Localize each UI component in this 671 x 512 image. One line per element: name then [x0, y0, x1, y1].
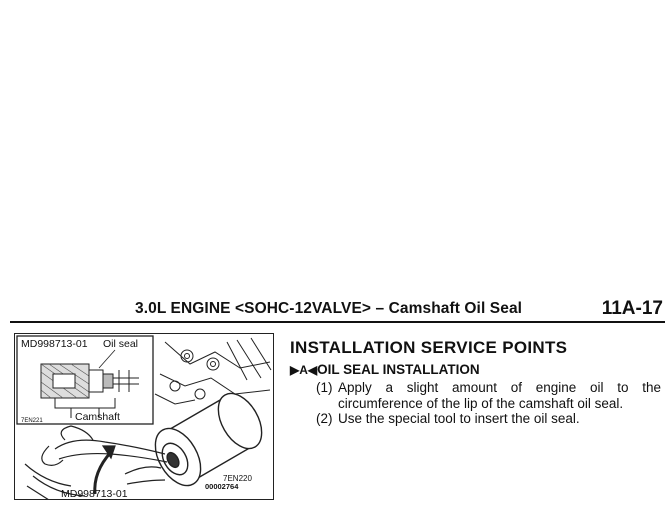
- step-text-line: Use the special tool to insert the oil seal.: [338, 411, 580, 426]
- sub-heading: [290, 362, 480, 377]
- step-item: [316, 380, 661, 411]
- header-rule: [10, 321, 665, 323]
- figure-drawing: [15, 334, 274, 500]
- page-number: 11A-17: [601, 298, 663, 319]
- label-camshaft: Camshaft: [75, 411, 120, 423]
- engine-detail: [155, 338, 271, 404]
- label-serial: 00002764: [205, 482, 239, 491]
- label-main-code: 7EN220: [223, 474, 252, 483]
- label-inset-code: 7EN221: [21, 418, 43, 424]
- tool-cross-section: [41, 364, 139, 418]
- label-oil-seal: Oil seal: [103, 338, 139, 350]
- step-number: (1): [316, 380, 333, 395]
- step-item: [316, 411, 661, 427]
- label-tool-top: MD998713-01: [21, 338, 88, 350]
- page-header-title: 3.0L ENGINE <SOHC-12VALVE> – Camshaft Oil Seal: [135, 300, 523, 317]
- installation-steps: [316, 380, 661, 427]
- installation-figure: [14, 333, 274, 500]
- step-text-line: circumference of the lip of the camshaft oil seal.: [338, 395, 624, 411]
- sub-heading-text: OIL SEAL INSTALLATION: [317, 362, 480, 377]
- label-tool-bottom: MD998713-01: [61, 488, 128, 500]
- step-text-line: Apply a slight amount of engine oil to the: [338, 380, 661, 395]
- step-number: (2): [316, 411, 333, 426]
- section-heading: INSTALLATION SERVICE POINTS: [290, 338, 568, 357]
- service-point-marker: ▶A◀: [290, 363, 318, 377]
